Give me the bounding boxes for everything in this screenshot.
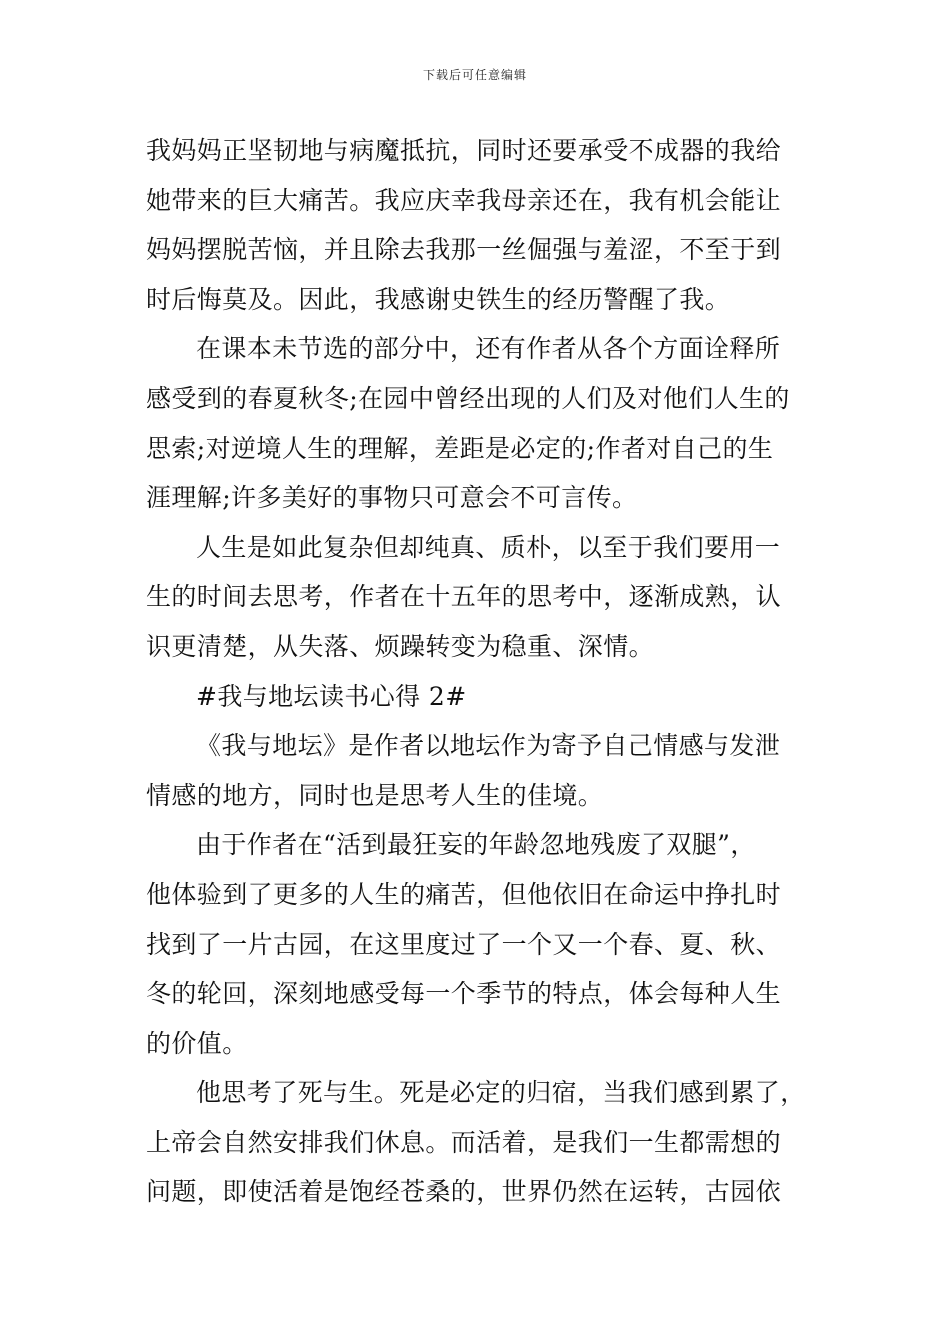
page-header: 下载后可任意编辑 <box>422 68 527 82</box>
text-line: 涯理解;许多美好的事物只可意会不可言传。 <box>146 483 638 513</box>
text-line: 我妈妈正坚韧地与病魔抵抗，同时还要承受不成器的我给 <box>146 136 782 165</box>
text-line: 情感的地方，同时也是思考人生的佳境。 <box>146 780 604 810</box>
paragraph-start-line: 《我与地坛》是作者以地坛作为寄予自己情感与发泄 <box>196 731 781 761</box>
text-line: 她带来的巨大痛苦。我应庆幸我母亲还在，我有机会能让 <box>146 185 782 215</box>
paragraph-start-line: 在课本未节选的部分中，还有作者从各个方面诠释所 <box>196 334 781 364</box>
text-line: 时后悔莫及。因此，我感谢史铁生的经历警醒了我。 <box>146 284 731 314</box>
text-line: 冬的轮回，深刻地感受每一个季节的特点，体会每种人生 <box>146 979 782 1009</box>
text-line: 的价值。 <box>146 1028 248 1058</box>
paragraph-start-line: 他思考了死与生。死是必定的归宿，当我们感到累了， <box>196 1078 806 1108</box>
text-line: 生的时间去思考，作者在十五年的思考中，逐渐成熟，认 <box>146 582 782 612</box>
text-line: 他体验到了更多的人生的痛苦，但他依旧在命运中挣扎时 <box>146 879 782 909</box>
section-heading: #我与地坛读书心得 2# <box>196 681 467 711</box>
text-line: 识更清楚，从失落、烦躁转变为稳重、深情。 <box>146 631 655 661</box>
text-line: 问题，即使活着是饱经苍桑的，世界仍然在运转，古园依 <box>146 1177 782 1207</box>
text-line: 找到了一片古园，在这里度过了一个又一个春、夏、秋、 <box>146 929 782 959</box>
text-line: 感受到的春夏秋冬;在园中曾经出现的人们及对他们人生的 <box>146 383 790 413</box>
text-line: 妈妈摆脱苦恼，并且除去我那一丝倔强与羞涩，不至于到 <box>146 235 782 265</box>
document-body <box>146 126 816 1217</box>
text-line: 思索;对逆境人生的理解，差距是必定的;作者对自己的生 <box>146 433 774 463</box>
paragraph-start-line: 由于作者在“活到最狂妄的年龄忽地残废了双腿”， <box>196 830 756 860</box>
paragraph-start-line: 人生是如此复杂但却纯真、质朴，以至于我们要用一 <box>196 532 781 562</box>
text-line: 上帝会自然安排我们休息。而活着，是我们一生都需想的 <box>146 1127 782 1157</box>
